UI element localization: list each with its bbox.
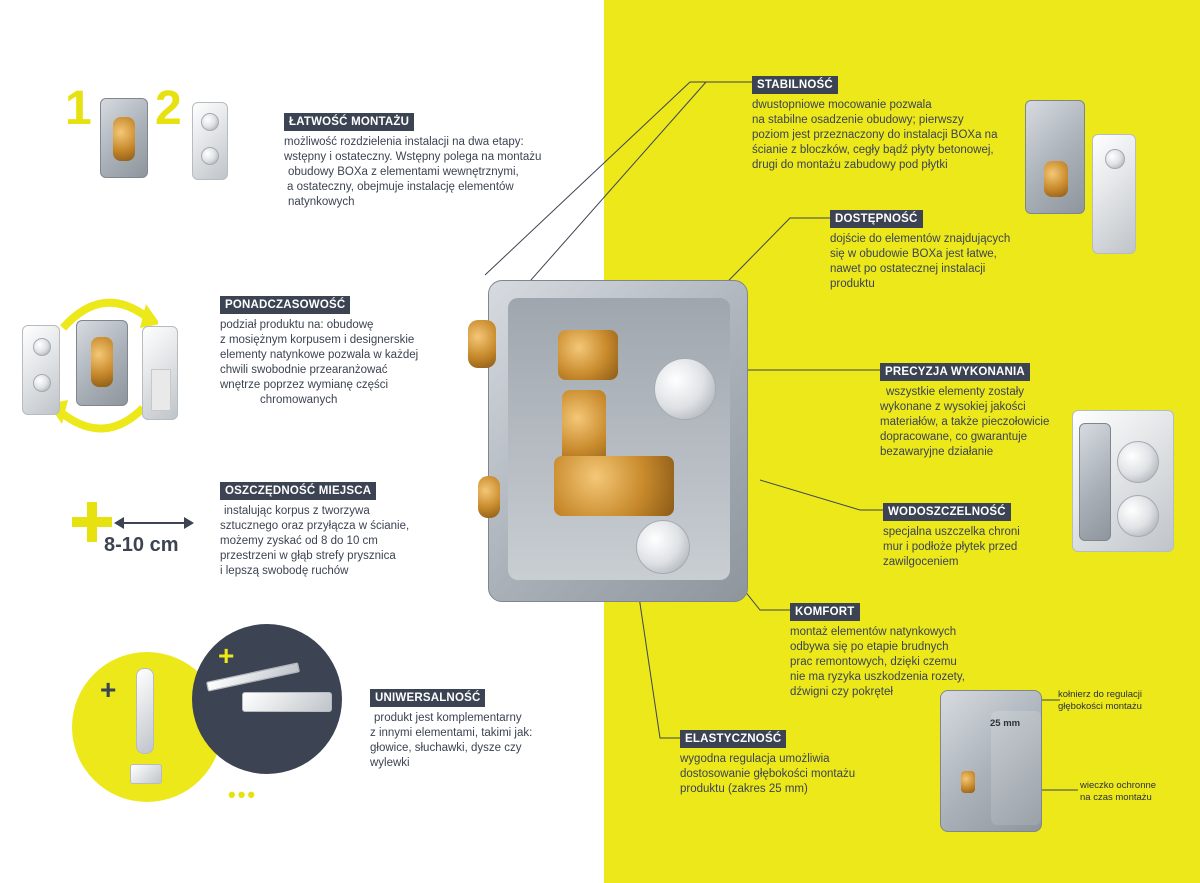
more-dots: ••• [228, 782, 258, 807]
dostepnosc-tag: DOSTĘPNOŚĆ [830, 210, 923, 228]
line-elastycznosc [638, 590, 680, 738]
stabilnosc-desc: dwustopniowe mocowanie pozwala na stabilne osadzenie obudowy; pierwszy poziom jest przeznaczony do instalacji BOXa na ścianie z bloczków, cegły bądź płyty betonowej, drugi do montażu zabudowy pod płytki [752, 99, 998, 171]
feature-wodoszczelnosc [883, 502, 1020, 570]
step-two-number: 2 [155, 82, 182, 135]
feature-komfort [790, 602, 965, 700]
feature-latwosc [284, 112, 541, 210]
ponad-box-image [76, 320, 128, 406]
outlet-image [130, 764, 162, 784]
wodoszczelnosc-tag: WODOSZCZELNOŚĆ [883, 503, 1011, 521]
collar-note: kołnierz do regulacji głębokości montażu [1058, 689, 1142, 712]
panel-new-image [142, 326, 178, 420]
precyzja-panel-image [1072, 410, 1174, 552]
feature-stabilnosc [752, 75, 997, 173]
oszczednosc-desc: instalując korpus z tworzywa sztucznego oraz przyłącza w ścianie, możemy zyskać od 8 do 10 cm przestrzeni w głąb strefy prysznica i lepszą swobodę ruchów [220, 505, 410, 577]
step-one-number: 1 [65, 82, 92, 135]
step-two-panel-image [192, 102, 228, 180]
plus-yellow-icon: + [218, 640, 235, 671]
measure-label: 8-10 cm [104, 534, 179, 556]
shower-head-image [242, 692, 332, 712]
feature-oszczednosc [220, 481, 409, 579]
komfort-desc: montaż elementów natynkowych odbywa się po etapie brudnych prac remontowych, dzięki czemu nie ma ryzyka uszkodzenia rozety, dźwigni czy pokręteł [790, 626, 965, 698]
double-arrow-icon [114, 514, 194, 532]
precyzja-desc: wszystkie elementy zostały wykonane z wysokiej jakości materiałów, a także pieczołowicie dopracowane, co gwarantuje bezawaryjne działanie [880, 386, 1050, 458]
depth-label: 25 mm [990, 718, 1021, 729]
stabilnosc-box-image [1025, 100, 1085, 214]
feature-ponadczasowosc [220, 295, 418, 408]
ponadczasowosc-desc: podział produktu na: obudowę z mosiężnym korpusem i designerskie elementy natynkowe pozwala w każdej chwili swobodnie przearanżować wnętrze poprzez wymianę części chromowanych [220, 319, 419, 406]
stabilnosc-panel-image [1092, 134, 1136, 254]
feature-uniwersalnosc [370, 688, 532, 771]
oszczednosc-tag: OSZCZĘDNOŚĆ MIEJSCA [220, 482, 376, 500]
feature-precyzja [880, 362, 1049, 460]
dostepnosc-desc: dojście do elementów znajdujących się w obudowie BOXa jest łatwe, nawet po ostatecznej instalacji produktu [830, 233, 1011, 290]
feature-dostepnosc [830, 209, 1010, 292]
komfort-tag: KOMFORT [790, 603, 860, 621]
latwosc-tag: ŁATWOŚĆ MONTAŻU [284, 113, 414, 131]
hand-shower-image [136, 668, 154, 754]
covered-box-image [940, 690, 1042, 832]
uniwersalnosc-tag: UNIWERSALNOŚĆ [370, 689, 485, 707]
uniwersalnosc-desc: produkt jest komplementarny z innymi elementami, takimi jak: głowice, słuchawki, dysze czy wylewki [370, 712, 533, 769]
wodoszczelnosc-desc: specjalna uszczelka chroni mur i podłoże płytek przed zawilgoceniem [883, 526, 1020, 568]
precyzja-tag: PRECYZJA WYKONANIA [880, 363, 1030, 381]
ponadczasowosc-tag: PONADCZASOWOŚĆ [220, 296, 350, 314]
plus-dark-icon: + [100, 674, 117, 705]
elastycznosc-tag: ELASTYCZNOŚĆ [680, 730, 786, 748]
latwosc-desc: możliwość rozdzielenia instalacji na dwa etapy: wstępny i ostateczny. Wstępny polega na montażu obudowy BOXa z elementami wewnętrznymi, a ostateczny, obejmuje instalację elementów natynkowych [284, 136, 542, 208]
panel-old-image [22, 325, 60, 415]
step-one-box-image [100, 98, 148, 178]
main-box-image [458, 260, 758, 612]
feature-elastycznosc [680, 729, 855, 797]
line-wodoszczelnosc [760, 480, 885, 510]
stabilnosc-tag: STABILNOŚĆ [752, 76, 838, 94]
cover-note: wieczko ochronne na czas montażu [1080, 780, 1157, 803]
elastycznosc-desc: wygodna regulacja umożliwia dostosowanie głębokości montażu produktu (zakres 25 mm) [680, 753, 856, 795]
